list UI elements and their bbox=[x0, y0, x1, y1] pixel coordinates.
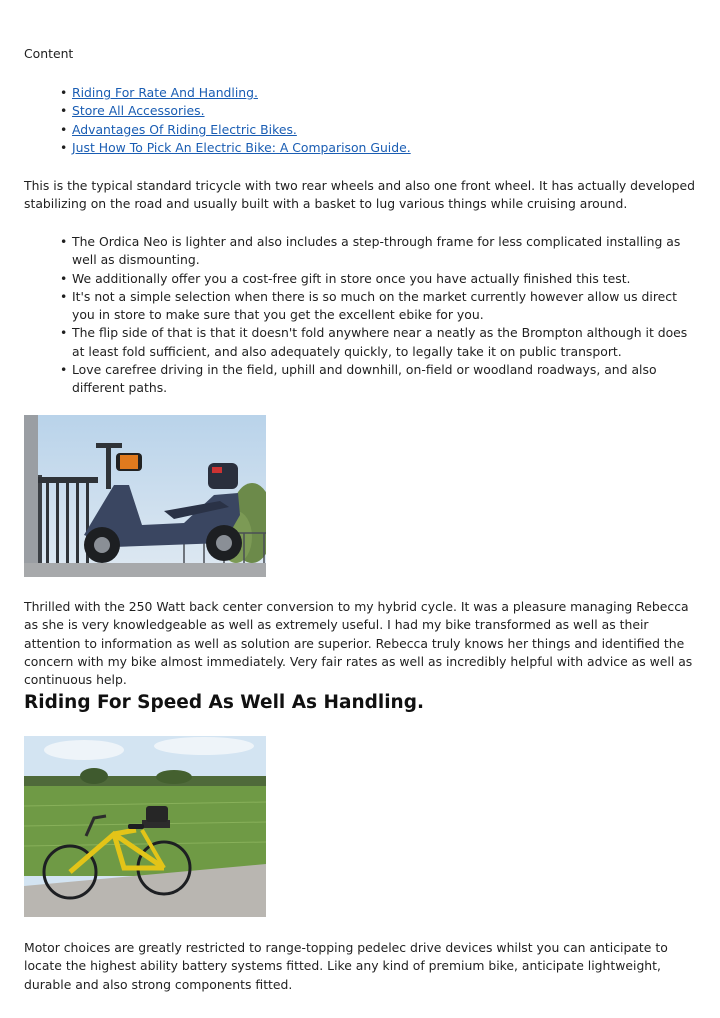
feature-bullet-list bbox=[72, 233, 694, 398]
list-item: • The Ordica Neo is lighter and also includes a step-through frame for less complicated installing as well as dismounting. bbox=[72, 233, 694, 270]
review-paragraph: Thrilled with the 250 Watt back center conversion to my hybrid cycle. It was a pleasure managing Rebecca as she is very knowledgeable as well as extremely useful. I had my bike transformed as well as their attention to information as well as solution are superior. Rebecca truly knows her things and identified the concern with my bike almost immediately. Very fair rates as well as incredibly helpful with advice as well as continuous help. bbox=[24, 599, 693, 688]
section-heading: Riding For Speed As Well As Handling. bbox=[24, 692, 424, 713]
toc-item bbox=[72, 102, 411, 120]
toc-link-rate-handling[interactable]: Riding For Rate And Handling. bbox=[72, 85, 258, 100]
toc-link-advantages[interactable]: Advantages Of Riding Electric Bikes. bbox=[72, 121, 297, 137]
electric-bike-photo bbox=[24, 736, 266, 917]
toc-item bbox=[72, 121, 411, 139]
toc-link-comparison-guide[interactable]: Just How To Pick An Electric Bike: A Comparison Guide. bbox=[72, 139, 411, 155]
motor-paragraph: Motor choices are greatly restricted to range-topping pedelec drive devices whilst you can anticipate to locate the highest ability battery systems fitted. Like any kind of premium bike, anticipate lightweight, durable and also strong components fitted. bbox=[24, 940, 668, 992]
list-item: • It's not a simple selection when there is so much on the market currently however allow us direct you in store to make sure that you get the excellent ebike for you. bbox=[72, 288, 694, 325]
content-label: Content bbox=[24, 46, 74, 61]
scooter-photo bbox=[24, 415, 266, 577]
list-item: • Love carefree driving in the field, uphill and downhill, on-field or woodland roadways, and also different paths. bbox=[72, 361, 694, 398]
toc-link-accessories[interactable]: Store All Accessories. bbox=[72, 103, 205, 119]
list-item: • The flip side of that is that it doesn't fold anywhere near a neatly as the Brompton although it does at least fold sufficient, and also adequately quickly, to legally take it on public transport. bbox=[72, 324, 694, 361]
intro-paragraph: This is the typical standard tricycle with two rear wheels and also one front wheel. It has actually developed stabilizing on the road and usually built with a basket to lug various things while cruising around. bbox=[24, 178, 695, 212]
list-item: • We additionally offer you a cost-free gift in store once you have actually finished this test. bbox=[72, 270, 694, 288]
table-of-contents bbox=[72, 84, 411, 157]
toc-item bbox=[72, 139, 411, 157]
toc-item bbox=[72, 84, 411, 102]
